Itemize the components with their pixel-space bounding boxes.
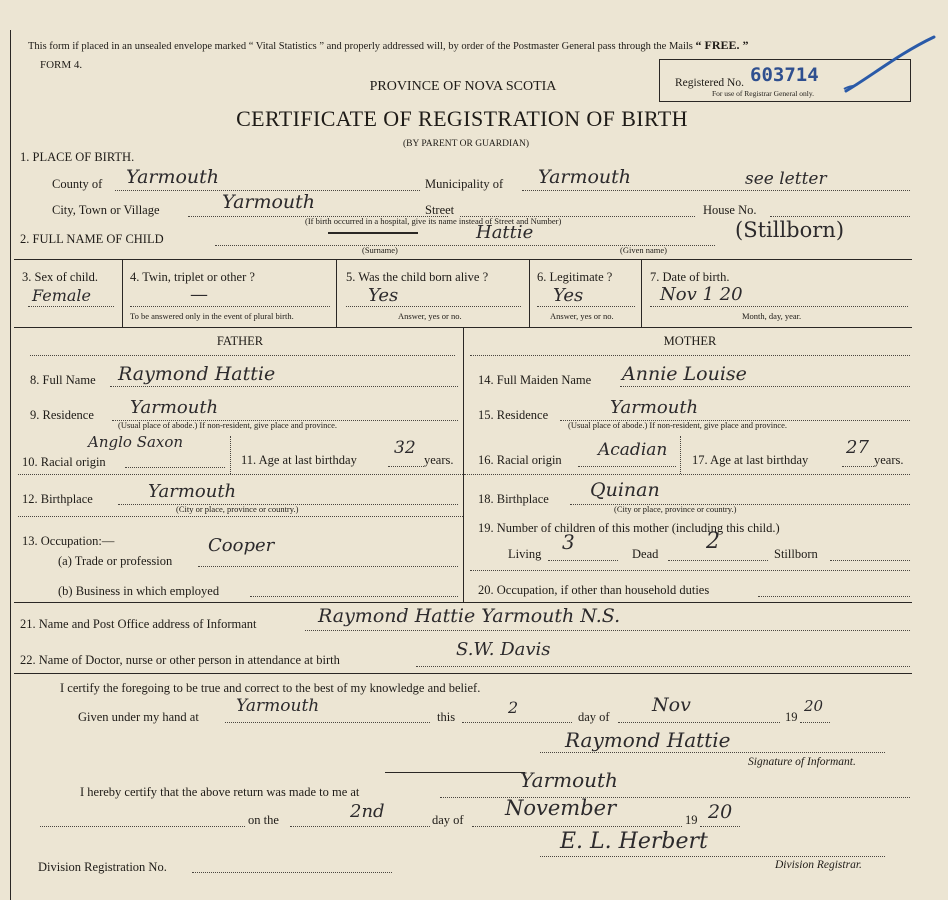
father-racial-age-divider [230,436,231,474]
father-birthplace-note: (City or place, province or country.) [176,504,299,514]
father-residence-note: (Usual place of abode.) If non-resident, give place and province. [118,420,338,430]
mother-racial-value: Acadian [598,440,668,460]
street-note: (If birth occurred in a hospital, give its name instead of Street and Number) [305,216,562,226]
mother-children-label: 19. Number of children of this mother (including this child.) [478,521,780,535]
registrar-day-of-label: day of [432,813,464,827]
informant-signature: Raymond Hattie [565,728,731,752]
twin-note: To be answered only in the event of plural birth. [130,311,294,321]
informant-line [305,630,910,631]
father-occupation-label: 13. Occupation:— [22,534,115,548]
mother-residence-note: (Usual place of abode.) If non-resident, give place and province. [568,420,788,430]
business-label: (b) Business in which employed [58,584,220,598]
registered-label: Registered No. [675,77,744,89]
county-value: Yarmouth [126,166,220,188]
father-birthplace-label: 12. Birthplace [22,492,93,506]
certification-top-rule [14,673,912,674]
row3-divider-3 [529,259,530,327]
stillborn-note: (Stillborn) [735,218,845,242]
twin-label: 4. Twin, triplet or other ? [130,270,255,284]
parents-bottom-rule [14,602,912,603]
father-name-value: Raymond Hattie [118,363,276,385]
street-label: Street [425,203,455,217]
date-of-birth-label: 7. Date of birth. [650,270,730,284]
registrar-signature-line [540,856,885,857]
surname-dash [328,232,418,234]
surname-caption: (Surname) [362,245,398,255]
trade-label: (a) Trade or profession [58,554,173,568]
legitimate-line [537,306,635,307]
informant-value: Raymond Hattie Yarmouth N.S. [318,605,621,627]
father-age-line [388,466,424,467]
mother-age-label: 17. Age at last birthday [692,453,809,467]
given-year-line [800,722,830,723]
mother-racial-label: 16. Racial origin [478,453,562,467]
living-label: Living [508,547,542,561]
father-racial-row-rule [18,474,463,475]
division-registrar-label: Division Registrar. [775,859,862,871]
parents-center-divider [463,327,464,602]
father-age-label: 11. Age at last birthday [241,453,357,467]
registrar-place-value: Yarmouth [520,768,618,792]
left-margin-rule [10,30,11,900]
dead-label: Dead [632,547,659,561]
registrar-day-line [290,826,430,827]
father-racial-label: 10. Racial origin [22,455,106,469]
doctor-label: 22. Name of Doctor, nurse or other person in attendance at birth [20,653,340,667]
doctor-line [416,666,910,667]
living-value: 3 [562,530,575,554]
given-month-value: Nov [652,694,691,716]
this-label: this [437,710,456,724]
given-place-line [225,722,430,723]
row3-divider-4 [641,259,642,327]
father-age-value: 32 [394,438,416,458]
trade-line [198,566,458,567]
mother-age-unit: years. [874,453,904,467]
house-number-line [770,216,910,217]
given-day-value: 2 [508,698,519,717]
registered-number-stamp: 603714 [750,64,819,86]
given-place-value: Yarmouth [236,696,320,716]
given-day-line [462,722,572,723]
business-line [250,596,458,597]
row3-divider-1 [122,259,123,327]
given-year-prefix: 19 [785,710,798,724]
father-birthplace-row-rule [18,516,463,517]
born-alive-note: Answer, yes or no. [398,311,462,321]
born-alive-label: 5. Was the child born alive ? [346,270,489,284]
mail-notice-free: “ FREE. ” [695,38,749,52]
father-heading: FATHER [216,334,264,348]
mother-occupation-label: 20. Occupation, if other than household duties [478,583,710,597]
given-under-hand-label: Given under my hand at [78,710,199,724]
father-name-line [110,386,458,387]
place-of-birth-label: 1. PLACE OF BIRTH. [20,150,135,164]
sex-label: 3. Sex of child. [22,270,99,284]
registrar-month-value: November [505,796,617,820]
division-registration-line [192,872,392,873]
mother-name-value: Annie Louise [622,363,747,385]
mother-birthplace-value: Quinan [590,479,660,501]
registrar-leading-line [40,826,245,827]
certification-statement: I certify the foregoing to be true and correct to the best of my knowledge and belief. [60,681,481,695]
father-name-label: 8. Full Name [30,373,96,387]
day-of-label: day of [578,710,610,724]
father-birthplace-value: Yarmouth [148,481,237,502]
legitimate-value: Yes [553,285,584,306]
mother-name-line [620,386,910,387]
separator-short-rule [385,772,525,773]
given-name-caption: (Given name) [620,245,667,255]
trade-value: Cooper [208,535,275,556]
sex-value: Female [32,286,91,305]
mother-age-line [842,466,874,467]
legitimate-label: 6. Legitimate ? [537,270,613,284]
mother-residence-label: 15. Residence [478,408,549,422]
registrar-year-line [700,826,740,827]
mother-residence-value: Yarmouth [610,397,699,418]
father-racial-value: Anglo Saxon [88,433,184,451]
mother-birthplace-label: 18. Birthplace [478,492,549,506]
mother-racial-age-divider [680,436,681,474]
margin-note: see letter [745,169,827,189]
city-label: City, Town or Village [52,203,160,217]
legitimate-note: Answer, yes or no. [550,311,614,321]
mother-heading-rule [470,355,910,356]
on-the-label: on the [248,813,279,827]
county-label: County of [52,177,103,191]
informant-label: 21. Name and Post Office address of Informant [20,617,257,631]
living-line [548,560,618,561]
house-number-label: House No. [703,203,757,217]
form-number: FORM 4. [40,59,83,71]
registrar-statement: I hereby certify that the above return was made to me at [80,785,360,799]
mother-racial-row-rule [464,474,910,475]
registered-note: For use of Registrar General only. [712,89,814,98]
municipality-line [522,190,910,191]
mail-notice-text: This form if placed in an unsealed envelope marked “ Vital Statistics ” and properly addressed will, by order of the Postmaster General pass through the Mails [28,41,693,52]
blue-pen-check-mark [840,33,940,97]
twin-line [130,306,330,307]
stillborn-label: Stillborn [774,547,818,561]
certificate-title: CERTIFICATE OF REGISTRATION OF BIRTH [236,106,688,131]
registrar-month-line [472,826,682,827]
division-registration-label: Division Registration No. [38,860,167,874]
mother-birthplace-note: (City or place, province or country.) [614,504,737,514]
mother-heading: MOTHER [663,334,717,348]
mother-racial-line [578,466,676,467]
child-name-label: 2. FULL NAME OF CHILD [20,232,164,246]
born-alive-value: Yes [368,285,399,306]
registrar-signature: E. L. Herbert [560,829,708,854]
registrar-year-prefix: 19 [685,813,698,827]
municipality-value: Yarmouth [538,166,632,188]
province-heading: PROVINCE OF NOVA SCOTIA [369,79,557,94]
stillborn-line [830,560,910,561]
registrar-year-value: 20 [708,801,733,823]
father-age-unit: years. [424,453,454,467]
city-value: Yarmouth [222,191,316,213]
given-year-value: 20 [804,697,824,715]
mother-children-row-rule [470,570,910,571]
mother-age-value: 27 [846,437,869,458]
twin-value: — [190,284,208,305]
dead-value: 2 [706,529,720,554]
informant-signature-line [540,752,885,753]
date-of-birth-value: Nov 1 20 [660,284,743,305]
date-of-birth-note: Month, day, year. [742,311,802,321]
row3-divider-2 [336,259,337,327]
row3-top-rule [14,259,912,260]
municipality-label: Municipality of [425,177,504,191]
registrar-day-value: 2nd [350,801,385,822]
father-racial-line [125,467,225,468]
given-month-line [618,722,780,723]
father-residence-value: Yarmouth [130,397,219,418]
mail-notice [28,38,749,54]
signature-of-informant-label: Signature of Informant. [748,756,856,768]
father-heading-rule [30,355,455,356]
dead-line [668,560,768,561]
certificate-subtitle: (BY PARENT OR GUARDIAN) [402,139,530,149]
father-residence-label: 9. Residence [30,408,94,422]
doctor-value: S.W. Davis [456,639,551,660]
mother-name-label: 14. Full Maiden Name [478,373,592,387]
mother-occupation-line [758,596,910,597]
given-name-value: Hattie [476,222,534,243]
